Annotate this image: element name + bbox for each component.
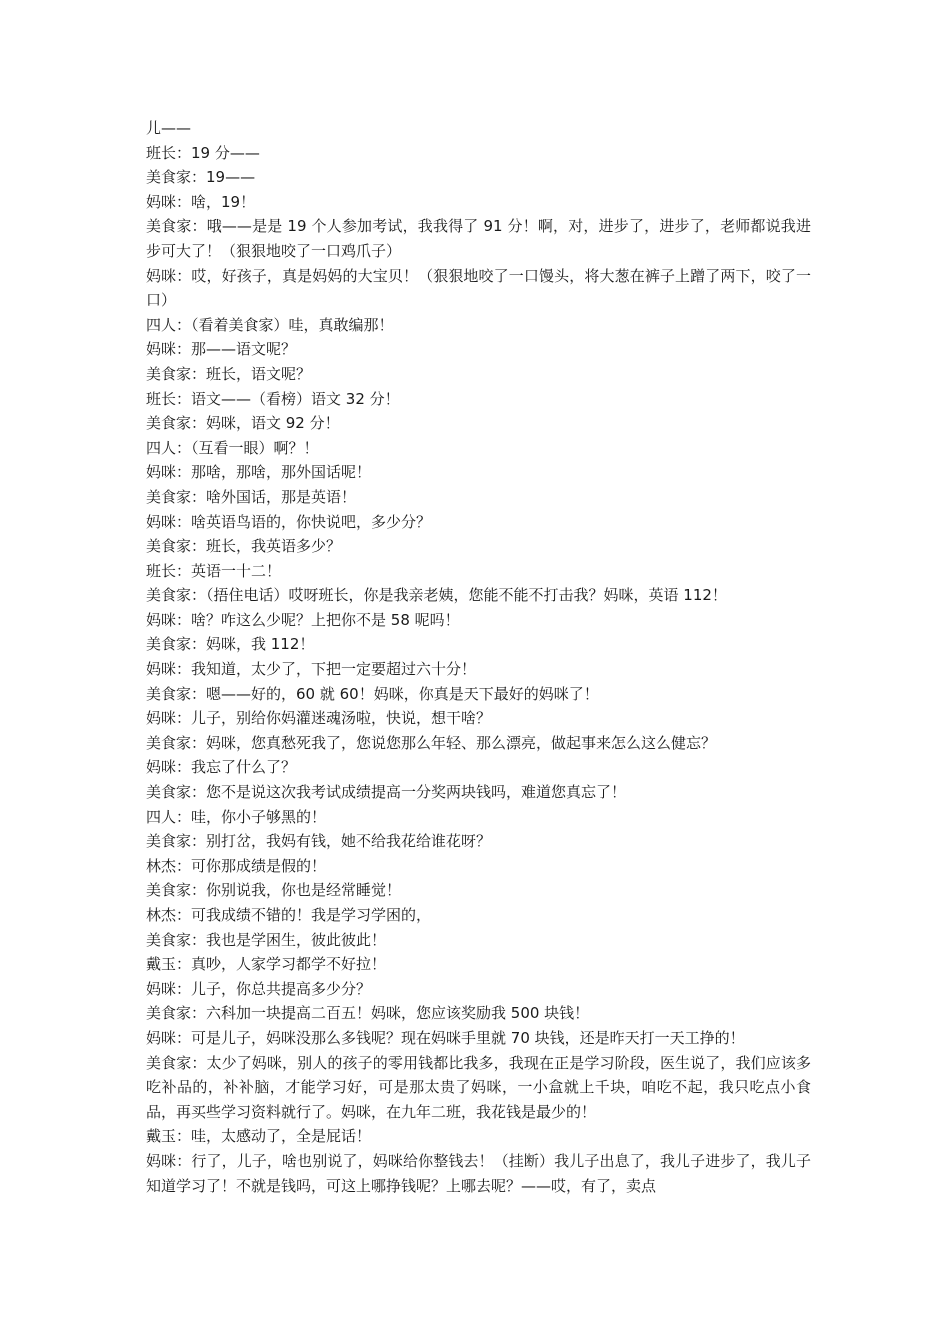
script-line: 戴玉：真吵，人家学习都学不好拉！	[146, 955, 387, 974]
script-line: 美食家：班长，语文呢？	[146, 364, 312, 383]
script-line: 美食家：六科加一块提高二百五！妈咪，您应该奖励我 500 块钱！	[146, 1004, 590, 1023]
script-line: 妈咪：啥，19！	[146, 192, 256, 211]
script-line: 妈咪：啥英语鸟语的，你快说吧，多少分？	[146, 512, 432, 531]
script-line: 妈咪：那啥，那啥，那外国话呢！	[146, 463, 372, 482]
script-line: 妈咪：可是儿子，妈咪没那么多钱呢？现在妈咪手里就 70 块钱，还是昨天打一天工挣的！	[146, 1028, 745, 1047]
script-line: 美食家：您不是说这次我考试成绩提高一分奖两块钱吗，难道您真忘了！	[146, 783, 627, 802]
script-line: 班长：英语一十二！	[146, 561, 282, 580]
script-line: 林杰：可你那成绩是假的！	[146, 856, 327, 875]
script-line: 美食家：19——	[146, 168, 256, 187]
script-text-body	[146, 116, 811, 1198]
script-line: 妈咪：那——语文呢？	[146, 340, 297, 359]
script-line: 妈咪：我知道，太少了，下把一定要超过六十分！	[146, 660, 477, 679]
script-line: 四人：哇，你小子够黑的！	[146, 807, 327, 826]
script-line: 美食家：班长，我英语多少？	[146, 537, 342, 556]
script-line: 美食家：别打岔，我妈有钱，她不给我花给谁花呀？	[146, 832, 492, 851]
script-line: 儿——	[146, 119, 192, 137]
script-line: 林杰：可我成绩不错的！我是学习学困的，	[146, 906, 432, 924]
script-line: 班长：19 分——	[146, 143, 260, 162]
script-line: 美食家：太少了妈咪，别人的孩子的零用钱都比我多，我现在正是学习阶段，医生说了，我们应该多吃补品的，补补脑，才能学习好，可是那太贵了妈咪，一小盒就上千块，咱吃不起，我只吃点小食品，再买些学习资料就行了。妈咪，在九年二班，我花钱是最少的！	[146, 1053, 811, 1121]
script-line: 美食家：我也是学困生，彼此彼此！	[146, 930, 387, 949]
script-line: 美食家：嗯——好的，60 就 60！妈咪，你真是天下最好的妈咪了！	[146, 684, 599, 703]
script-line: 美食家：妈咪，我 112！	[146, 635, 315, 654]
script-line: 美食家：啥外国话，那是英语！	[146, 487, 357, 506]
script-line: 美食家：（捂住电话）哎呀班长，你是我亲老姨，您能不能不打击我？妈咪，英语 112！	[146, 586, 727, 605]
script-line: 班长：语文——（看榜）语文 32 分！	[146, 389, 400, 408]
script-line: 妈咪：儿子，你总共提高多少分？	[146, 979, 372, 998]
script-line: 妈咪：哎，好孩子，真是妈妈的大宝贝！（狠狠地咬了一口馒头，将大葱在裤子上蹭了两下，咬了一口）	[146, 266, 811, 310]
script-line: 四人：（看着美食家）哇，真敢编那！	[146, 315, 394, 334]
script-line: 美食家：你别说我，你也是经常睡觉！	[146, 881, 402, 900]
script-line: 美食家：妈咪，您真愁死我了，您说您那么年轻、那么漂亮，做起事来怎么这么健忘？	[146, 733, 717, 752]
script-line: 妈咪：行了，儿子，啥也别说了，妈咪给你整钱去！（挂断）我儿子出息了，我儿子进步了，我儿子知道学习了！不就是钱吗，可这上哪挣钱呢？上哪去呢？——哎，有了，卖点	[146, 1151, 811, 1195]
script-line: 妈咪：儿子，别给你妈灌迷魂汤啦，快说，想干啥？	[146, 709, 492, 728]
script-line: 四人：（互看一眼）啊？！	[146, 438, 319, 457]
script-line: 美食家：妈咪，语文 92 分！	[146, 414, 340, 433]
script-line: 妈咪：我忘了什么了？	[146, 758, 297, 777]
script-line: 妈咪：啥？咋这么少呢？上把你不是 58 呢吗！	[146, 610, 460, 629]
script-line: 美食家：哦——是是 19 个人参加考试，我我得了 91 分！啊，对，进步了，进步了，老师都说我进步可大了！（狠狠地咬了一口鸡爪子）	[146, 217, 811, 260]
script-line: 戴玉：哇，太感动了，全是屁话！	[146, 1127, 372, 1146]
